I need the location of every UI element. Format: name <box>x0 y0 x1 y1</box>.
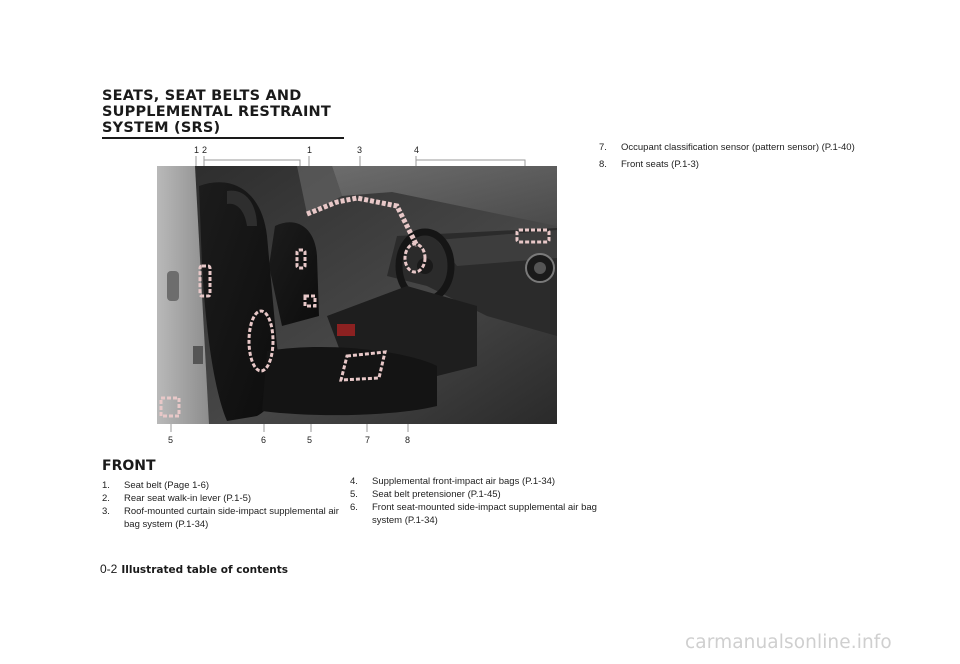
callout-top-2: 2 <box>202 145 208 155</box>
callout-top-1b: 1 <box>307 145 313 155</box>
page-footer <box>100 560 288 578</box>
callout-top-4: 4 <box>414 145 420 155</box>
watermark: carmanualsonline.info <box>685 632 892 653</box>
seat-srs-figure <box>157 166 557 424</box>
callout-bottom-5: 5 <box>168 435 174 445</box>
list-item-number: 1. <box>102 480 110 491</box>
list-item-number: 8. <box>599 158 607 170</box>
list-item-number: 2. <box>102 493 110 504</box>
section-title-line-1: SEATS, SEAT BELTS AND <box>102 88 302 104</box>
list-item-text: Rear seat walk-in lever (P.1-5) <box>124 493 252 504</box>
list-item-number: 6. <box>350 502 358 513</box>
list-item-text: Roof-mounted curtain side-impact supplemental air bag system (P.1-34) <box>124 506 339 530</box>
list-item <box>350 502 605 527</box>
list-item-text: Supplemental front-impact air bags (P.1-34) <box>372 476 556 487</box>
section-title-line-3: SYSTEM (SRS) <box>102 120 221 136</box>
list-item <box>599 142 864 155</box>
front-subheading: FRONT <box>102 458 156 474</box>
callout-bottom-6: 6 <box>261 435 267 445</box>
list-item <box>599 159 864 172</box>
list-item <box>102 506 352 531</box>
section-title-line-2: SUPPLEMENTAL RESTRAINT <box>102 104 331 120</box>
list-item-text: Occupant classification sensor (pattern sensor) (P.1-40) <box>621 142 855 153</box>
footer-title: Illustrated table of contents <box>121 564 289 576</box>
callout-bottom-5b: 5 <box>307 435 313 445</box>
list-item-number: 5. <box>350 489 358 500</box>
callout-bottom-7: 7 <box>365 435 371 445</box>
list-item <box>350 489 605 502</box>
list-item-number: 7. <box>599 142 607 153</box>
page-number: 0-2 <box>100 562 118 576</box>
list-item-text: Front seat-mounted side-impact supplemental air bag system (P.1-34) <box>372 502 597 526</box>
list-item-text: Seat belt pretensioner (P.1-45) <box>372 489 501 500</box>
list-item <box>102 493 352 506</box>
list-item-text: Front seats (P.1-3) <box>621 158 699 170</box>
list-item <box>350 476 605 489</box>
list-item-number: 3. <box>102 506 110 517</box>
callout-bottom-8: 8 <box>405 435 411 445</box>
callout-top-3: 3 <box>357 145 363 155</box>
srs-list-column-2 <box>350 476 605 528</box>
srs-list-column-3 <box>599 142 864 175</box>
list-item-text: Seat belt (Page 1-6) <box>124 480 210 491</box>
list-item <box>102 480 352 493</box>
list-item-number: 4. <box>350 476 358 487</box>
srs-list-column-1 <box>102 480 352 532</box>
callout-top-1: 1 <box>194 145 200 155</box>
